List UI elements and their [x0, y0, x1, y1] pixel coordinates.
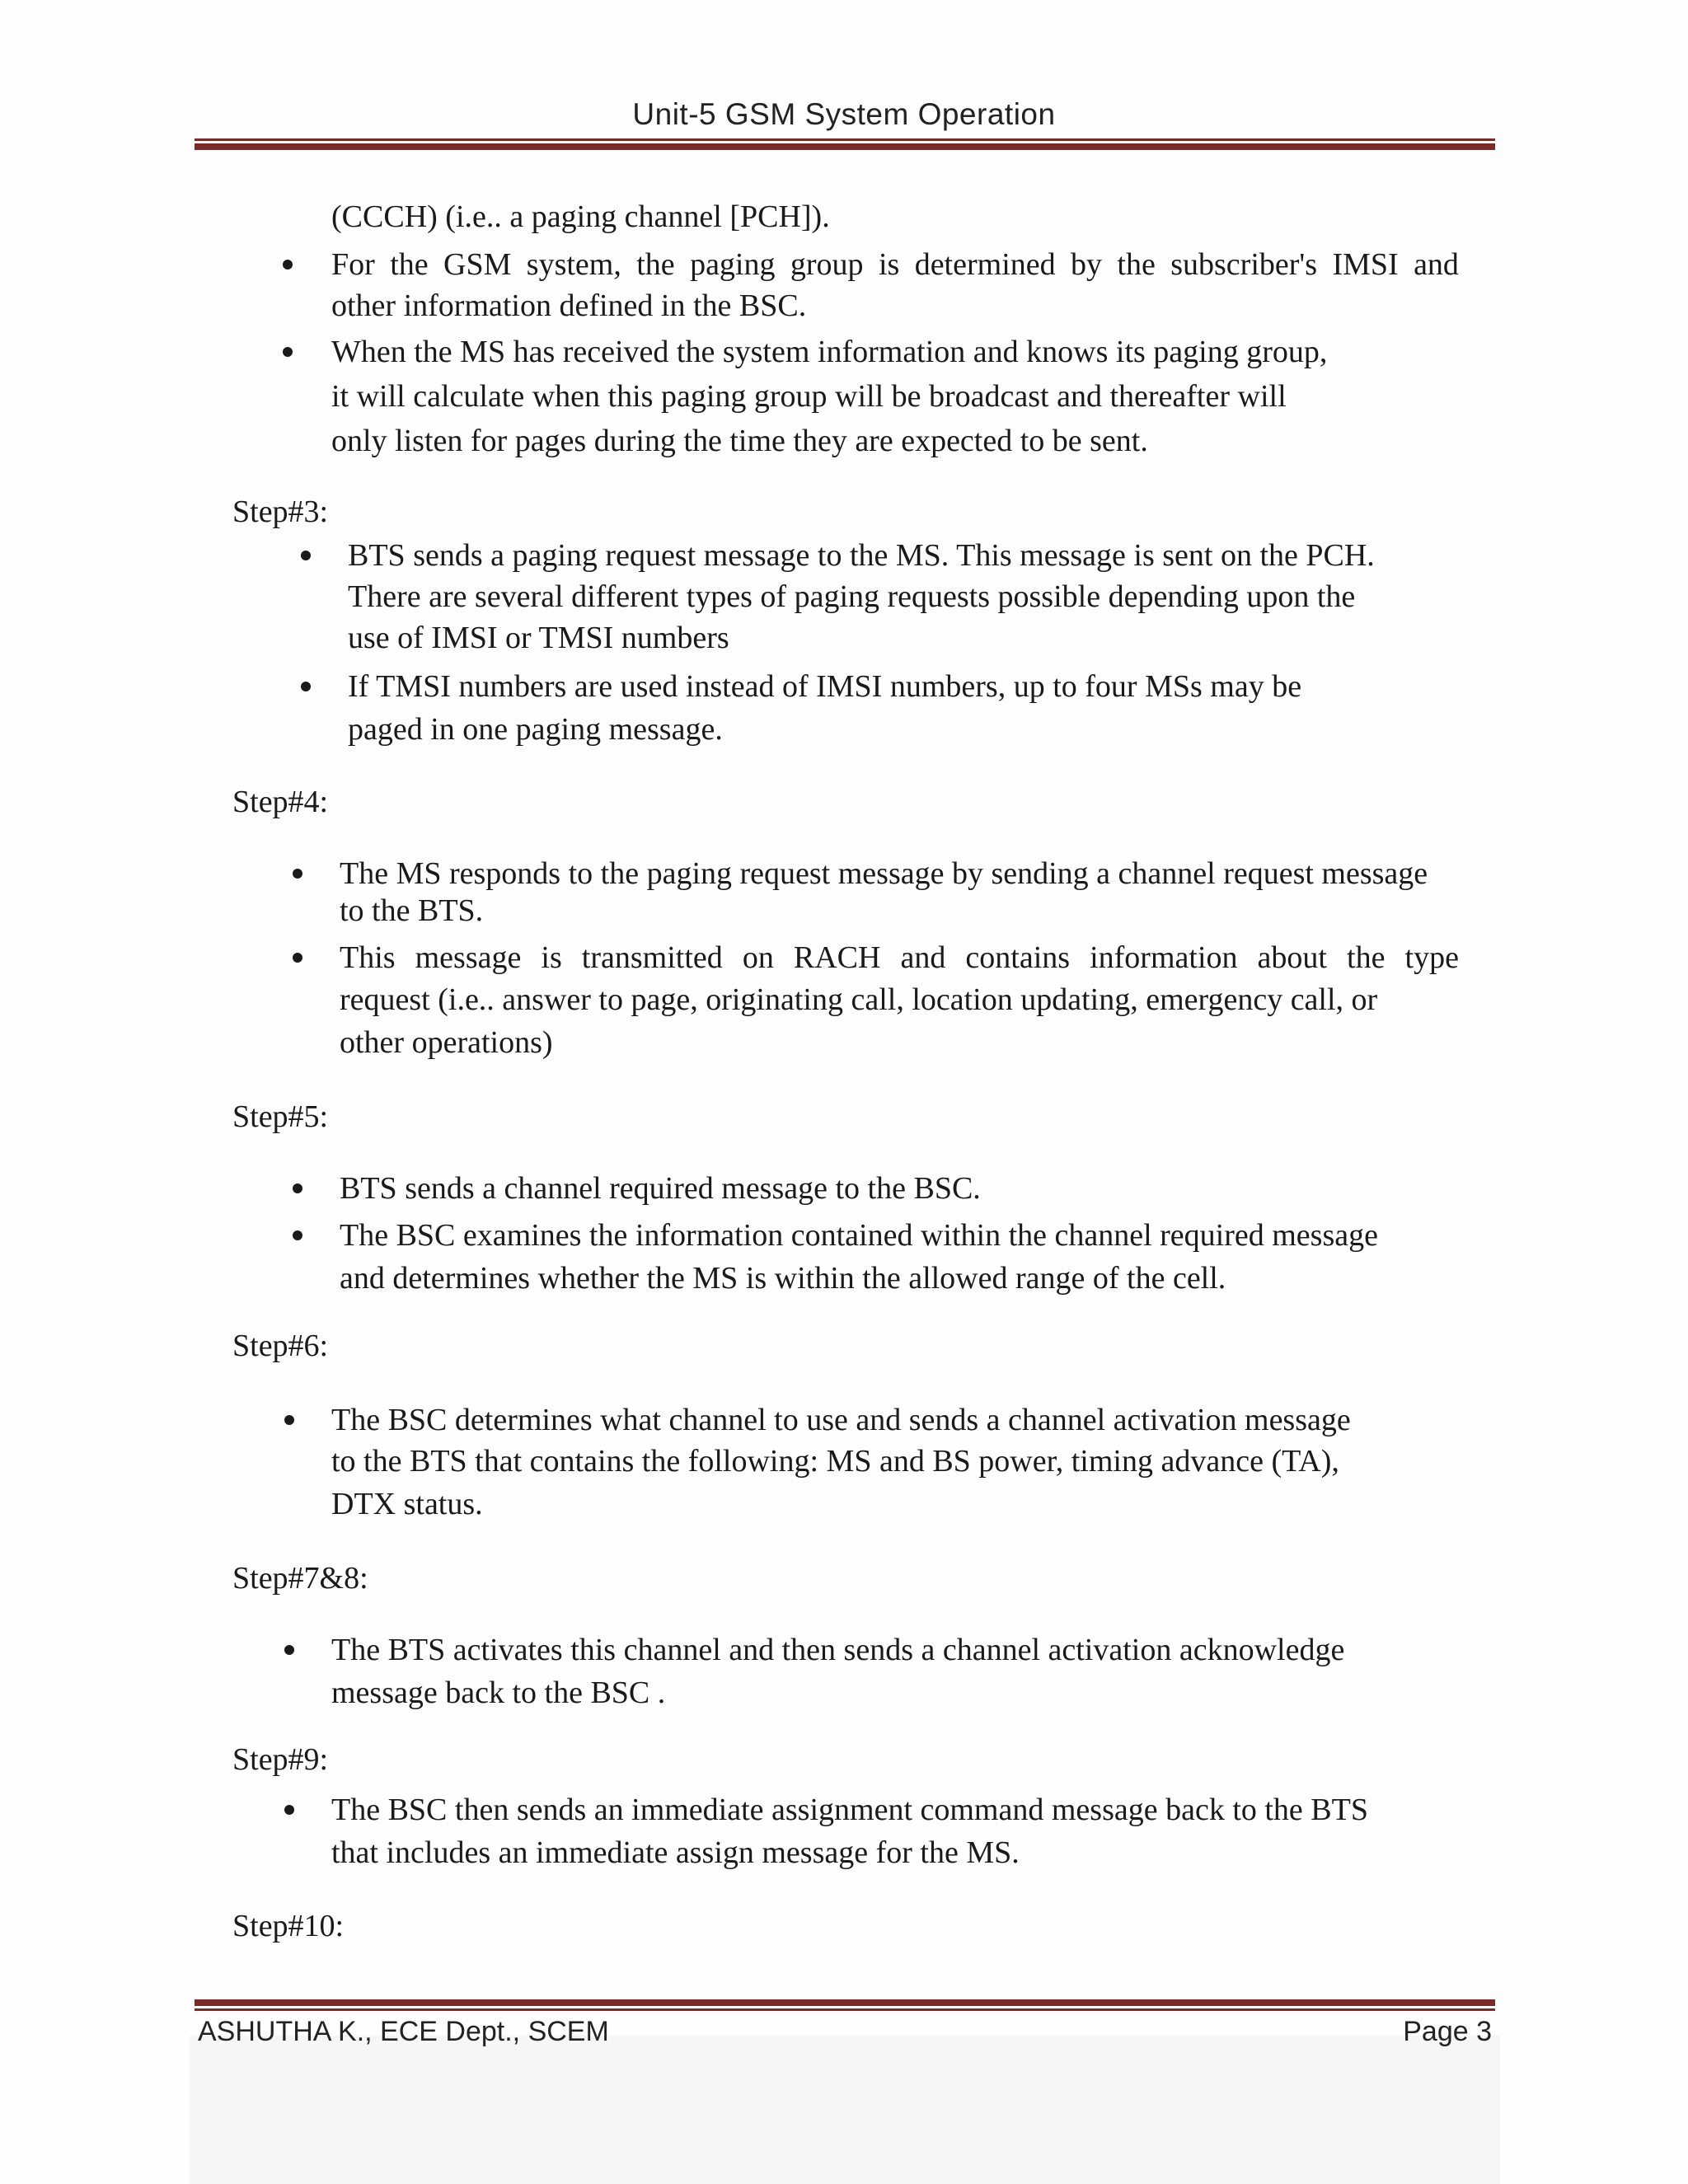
- step6-bullet-1-line-3: DTX status.: [331, 1487, 483, 1521]
- intro-bullet-2-line-3: only listen for pages during the time they are expected to be sent.: [331, 424, 1148, 458]
- intro-bullet-2-line-1: When the MS has received the system information and knows its paging group,: [331, 335, 1328, 369]
- intro-bullet-1-line-2: other information defined in the BSC.: [331, 288, 807, 323]
- bullet-icon: [293, 1183, 302, 1193]
- bullet-icon: [283, 347, 293, 357]
- step3-bullet-1-line-3: use of IMSI or TMSI numbers: [348, 621, 729, 655]
- page-header-title: Unit-5 GSM System Operation: [632, 97, 1056, 131]
- step10-heading: Step#10:: [232, 1909, 345, 1943]
- bullet-icon: [293, 869, 302, 879]
- step3-bullet-2-line-1: If TMSI numbers are used instead of IMSI numbers, up to four MSs may be: [348, 669, 1302, 704]
- footer-page-number: Page 3: [1403, 2016, 1492, 2047]
- bullet-icon: [283, 260, 293, 269]
- step6-heading: Step#6:: [232, 1329, 329, 1363]
- step5-bullet-2-line-2: and determines whether the MS is within the allowed range of the cell.: [340, 1261, 1226, 1296]
- step4-bullet-2-line-1: This message is transmitted on RACH and contains information about the type: [340, 940, 1459, 975]
- bullet-icon: [284, 1805, 294, 1815]
- step6-bullet-1-line-2: to the BTS that contains the following: MS and BS power, timing advance (TA),: [331, 1444, 1339, 1479]
- intro-bullet-2-line-2: it will calculate when this paging group will be broadcast and thereafter will: [331, 379, 1287, 414]
- step4-bullet-1-line-2: to the BTS.: [340, 893, 484, 928]
- bullet-icon: [301, 682, 311, 691]
- bullet-icon: [284, 1415, 294, 1425]
- step3-bullet-1-line-2: There are several different types of paging requests possible depending upon the: [348, 579, 1356, 614]
- bullet-icon: [284, 1645, 294, 1655]
- step5-heading: Step#5:: [232, 1099, 329, 1134]
- header-rule-thick: [195, 143, 1495, 150]
- step78-bullet-1-line-2: message back to the BSC .: [331, 1675, 666, 1710]
- footer-shade: [190, 2036, 1500, 2184]
- intro-bullet-1-line-1: For the GSM system, the paging group is determined by the subscriber's IMSI and: [331, 247, 1459, 282]
- step78-heading: Step#7&8:: [232, 1561, 368, 1596]
- footer-author: ASHUTHA K., ECE Dept., SCEM: [198, 2016, 609, 2047]
- step4-heading: Step#4:: [232, 785, 329, 819]
- step78-bullet-1-line-1: The BTS activates this channel and then sends a channel activation acknowledge: [331, 1633, 1345, 1667]
- intro-continuation: (CCCH) (i.e.. a paging channel [PCH]).: [331, 199, 830, 234]
- bullet-icon: [293, 1230, 302, 1240]
- bullet-icon: [301, 551, 311, 560]
- header-rule-thin: [195, 138, 1495, 141]
- step5-bullet-2-line-1: The BSC examines the information contained within the channel required message: [340, 1218, 1378, 1253]
- step5-bullet-1-line-1: BTS sends a channel required message to the BSC.: [340, 1171, 981, 1206]
- step3-bullet-2-line-2: paged in one paging message.: [348, 712, 723, 747]
- step3-bullet-1-line-1: BTS sends a paging request message to the MS. This message is sent on the PCH.: [348, 538, 1375, 573]
- step9-bullet-1-line-1: The BSC then sends an immediate assignment command message back to the BTS: [331, 1793, 1368, 1827]
- step9-bullet-1-line-2: that includes an immediate assign message for the MS.: [331, 1835, 1020, 1870]
- bullet-icon: [293, 953, 302, 963]
- step4-bullet-2-line-3: other operations): [340, 1025, 553, 1060]
- step9-heading: Step#9:: [232, 1742, 329, 1777]
- footer-rule-thick: [195, 1999, 1495, 2006]
- step4-bullet-2-line-2: request (i.e.. answer to page, originating call, location updating, emergency call, or: [340, 982, 1378, 1017]
- step4-bullet-1-line-1: The MS responds to the paging request message by sending a channel request message: [340, 856, 1428, 891]
- footer-rule-thin: [195, 2008, 1495, 2011]
- step6-bullet-1-line-1: The BSC determines what channel to use and sends a channel activation message: [331, 1403, 1351, 1437]
- step3-heading: Step#3:: [232, 494, 329, 529]
